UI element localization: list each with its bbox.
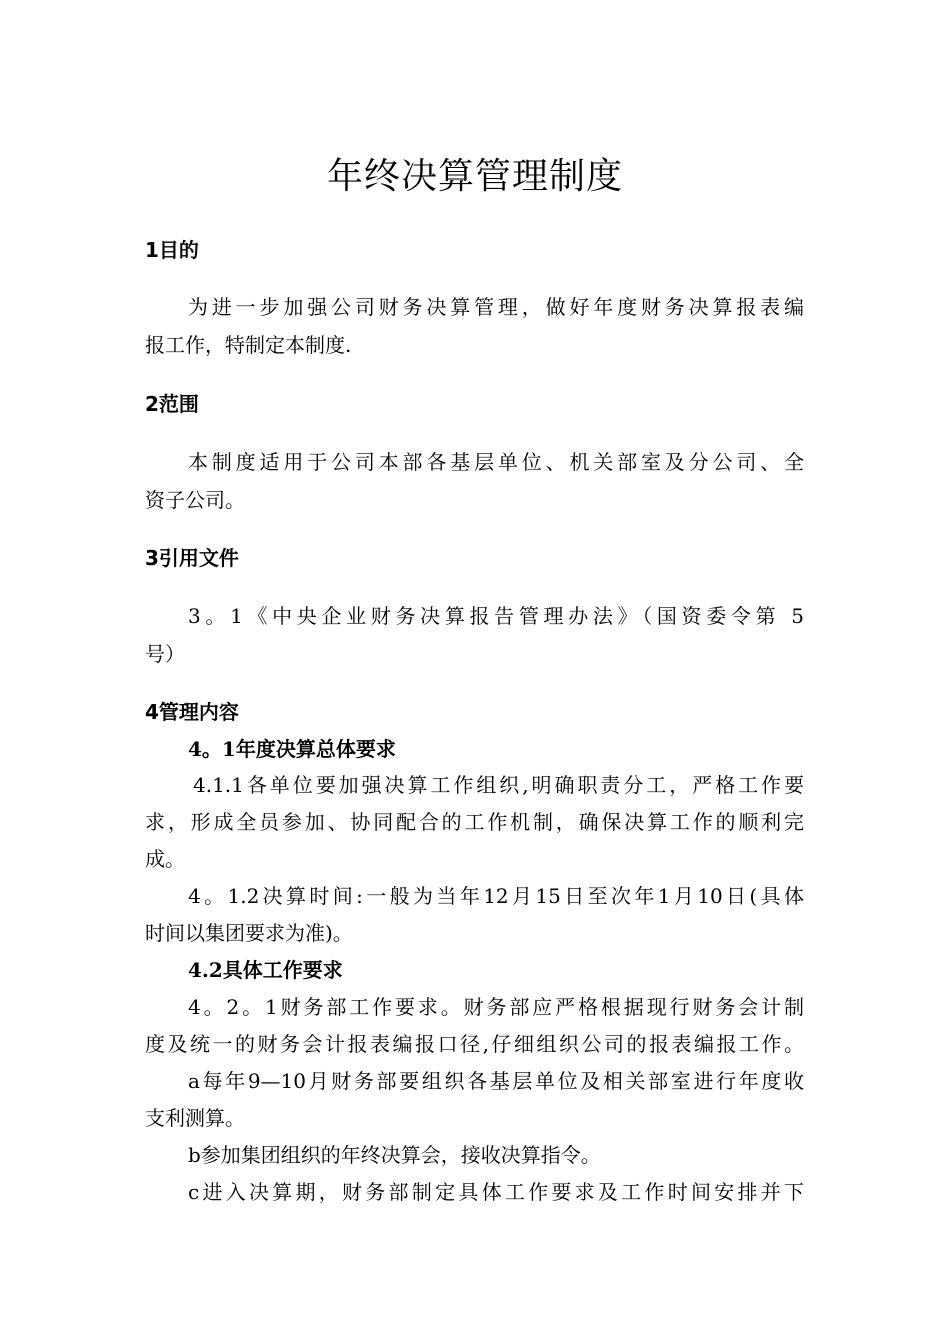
section-heading-management: 4管理内容 <box>145 700 239 724</box>
section-heading-purpose: 1目的 <box>145 238 199 262</box>
paragraph-line: 4。1.2决算时间:一般为当年12月15日至次年1月10日(具体 <box>188 884 804 908</box>
subsection-heading-specific-requirements: 4.2具体工作要求 <box>188 958 343 982</box>
paragraph-line: 成。 <box>145 847 185 871</box>
section-heading-scope: 2范围 <box>145 392 199 416</box>
paragraph-line: c进入决算期，财务部制定具体工作要求及工作时间安排并下 <box>188 1180 804 1204</box>
paragraph-line: 时间以集团要求为准)。 <box>145 921 353 945</box>
section-heading-references: 3引用文件 <box>145 546 239 570</box>
paragraph-line: 4.1.1各单位要加强决算工作组织,明确职责分工，严格工作要 <box>193 773 804 797</box>
paragraph-line: 4。2。1财务部工作要求。财务部应严格根据现行财务会计制 <box>188 995 804 1019</box>
paragraph-line: 号） <box>145 642 185 666</box>
subsection-heading-overall-requirements: 4。1年度决算总体要求 <box>188 737 396 761</box>
document-title: 年终决算管理制度 <box>326 156 623 197</box>
paragraph-line: 支利测算。 <box>145 1106 245 1130</box>
paragraph-line: 3。1《中央企业财务决算报告管理办法》（国资委令第 5 <box>188 604 804 628</box>
paragraph-line: b参加集团组织的年终决算会，接收决算指令。 <box>188 1143 601 1167</box>
paragraph-line: 度及统一的财务会计报表编报口径,仔细组织公司的报表编报工作。 <box>145 1032 804 1056</box>
paragraph-line: 为进一步加强公司财务决算管理，做好年度财务决算报表编 <box>188 295 804 319</box>
paragraph-line: a每年9—10月财务部要组织各基层单位及相关部室进行年度收 <box>188 1069 804 1093</box>
paragraph-line: 本制度适用于公司本部各基层单位、机关部室及分公司、全 <box>188 450 804 474</box>
paragraph-line: 求，形成全员参加、协同配合的工作机制，确保决算工作的顺利完 <box>145 810 804 834</box>
paragraph-line: 资子公司。 <box>145 488 245 512</box>
paragraph-line: 报工作，特制定本制度. <box>145 333 352 357</box>
